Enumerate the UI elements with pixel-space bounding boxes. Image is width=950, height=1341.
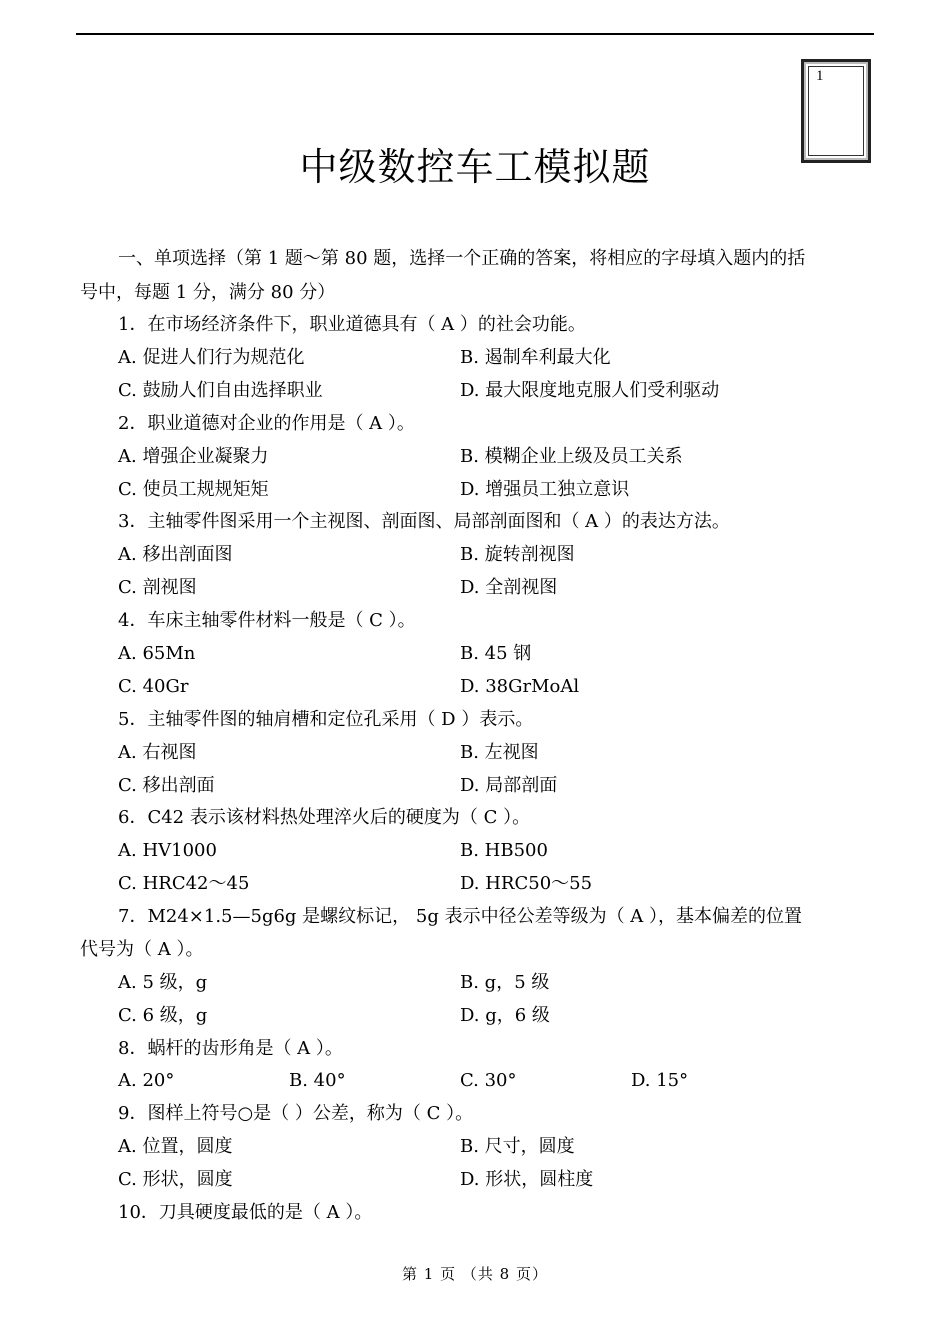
question-7-stem: 7．M24×1.5—5g6g 是螺纹标记， 5g 表示中径公差等级为（ A ），基本偏差的位置 bbox=[118, 906, 803, 927]
question-8-option-b: B. 40° bbox=[289, 1070, 346, 1091]
question-7-option-a: A. 5 级，g bbox=[118, 972, 208, 993]
question-6-option-d: D. HRC50～55 bbox=[460, 873, 593, 894]
question-7-option-c: C. 6 级，g bbox=[118, 1005, 208, 1026]
top-rule bbox=[76, 33, 874, 35]
question-8-option-c: C. 30° bbox=[460, 1070, 517, 1091]
question-3-option-b: B. 旋转剖视图 bbox=[460, 544, 575, 565]
section-heading: 一、单项选择（第 1 题～第 80 题，选择一个正确的答案，将相应的字母填入题内的括 bbox=[118, 248, 806, 269]
question-3-stem: 3．主轴零件图采用一个主视图、剖面图、局部剖面图和（ A ）的表达方法。 bbox=[118, 511, 730, 532]
question-4-stem: 4．车床主轴零件材料一般是（ C ）。 bbox=[118, 610, 416, 631]
question-5-option-b: B. 左视图 bbox=[460, 742, 539, 763]
question-8-option-d: D. 15° bbox=[631, 1070, 689, 1091]
question-5-option-d: D. 局部剖面 bbox=[460, 775, 558, 796]
question-4-option-d: D. 38GrMoAl bbox=[460, 676, 580, 697]
question-6-option-a: A. HV1000 bbox=[118, 840, 217, 861]
question-6-option-b: B. HB500 bbox=[460, 840, 548, 861]
question-2-option-a: A. 增强企业凝聚力 bbox=[118, 446, 269, 467]
document-title: 中级数控车工模拟题 bbox=[299, 145, 651, 189]
question-10-stem: 10．刀具硬度最低的是（ A ）。 bbox=[118, 1202, 373, 1223]
question-1-stem: 1．在市场经济条件下，职业道德具有（ A ）的社会功能。 bbox=[118, 314, 586, 335]
question-6-option-c: C. HRC42～45 bbox=[118, 873, 250, 894]
question-8-stem: 8．蜗杆的齿形角是（ A ）。 bbox=[118, 1038, 343, 1059]
question-7-option-b: B. g，5 级 bbox=[460, 972, 550, 993]
question-9-option-a: A. 位置，圆度 bbox=[118, 1136, 233, 1157]
question-4-option-a: A. 65Mn bbox=[118, 643, 196, 664]
question-2-option-d: D. 增强员工独立意识 bbox=[460, 479, 630, 500]
question-9-option-d: D. 形状，圆柱度 bbox=[460, 1169, 594, 1190]
question-1-option-b: B. 遏制牟利最大化 bbox=[460, 347, 611, 368]
question-4-option-c: C. 40Gr bbox=[118, 676, 189, 697]
question-2-option-b: B. 模糊企业上级及员工关系 bbox=[460, 446, 683, 467]
question-9-option-b: B. 尺寸，圆度 bbox=[460, 1136, 575, 1157]
question-9-option-c: C. 形状，圆度 bbox=[118, 1169, 233, 1190]
question-3-option-d: D. 全剖视图 bbox=[460, 577, 558, 598]
page-number-label: 1 bbox=[816, 68, 824, 84]
question-8-option-a: A. 20° bbox=[118, 1070, 175, 1091]
question-3-option-a: A. 移出剖面图 bbox=[118, 544, 233, 565]
question-5-option-a: A. 右视图 bbox=[118, 742, 197, 763]
question-5-stem: 5．主轴零件图的轴肩槽和定位孔采用（ D ）表示。 bbox=[118, 709, 534, 730]
question-7-stem-continued: 代号为（ A ）。 bbox=[80, 939, 204, 960]
question-6-stem: 6．C42 表示该材料热处理淬火后的硬度为（ C ）。 bbox=[118, 807, 531, 828]
section-heading-continued: 号中，每题 1 分，满分 80 分） bbox=[80, 282, 336, 303]
question-1-option-d: D. 最大限度地克服人们受利驱动 bbox=[460, 380, 720, 401]
page-footer: 第 1 页 （共 8 页） bbox=[402, 1265, 548, 1283]
question-2-option-c: C. 使员工规规矩矩 bbox=[118, 479, 269, 500]
question-1-option-a: A. 促进人们行为规范化 bbox=[118, 347, 305, 368]
question-4-option-b: B. 45 钢 bbox=[460, 643, 532, 664]
question-1-option-c: C. 鼓励人们自由选择职业 bbox=[118, 380, 323, 401]
question-7-option-d: D. g，6 级 bbox=[460, 1005, 550, 1026]
question-3-option-c: C. 剖视图 bbox=[118, 577, 197, 598]
question-5-option-c: C. 移出剖面 bbox=[118, 775, 215, 796]
question-2-stem: 2．职业道德对企业的作用是（ A ）。 bbox=[118, 413, 415, 434]
question-9-stem: 9．图样上符号○是（ ）公差，称为（ C ）。 bbox=[118, 1103, 474, 1124]
